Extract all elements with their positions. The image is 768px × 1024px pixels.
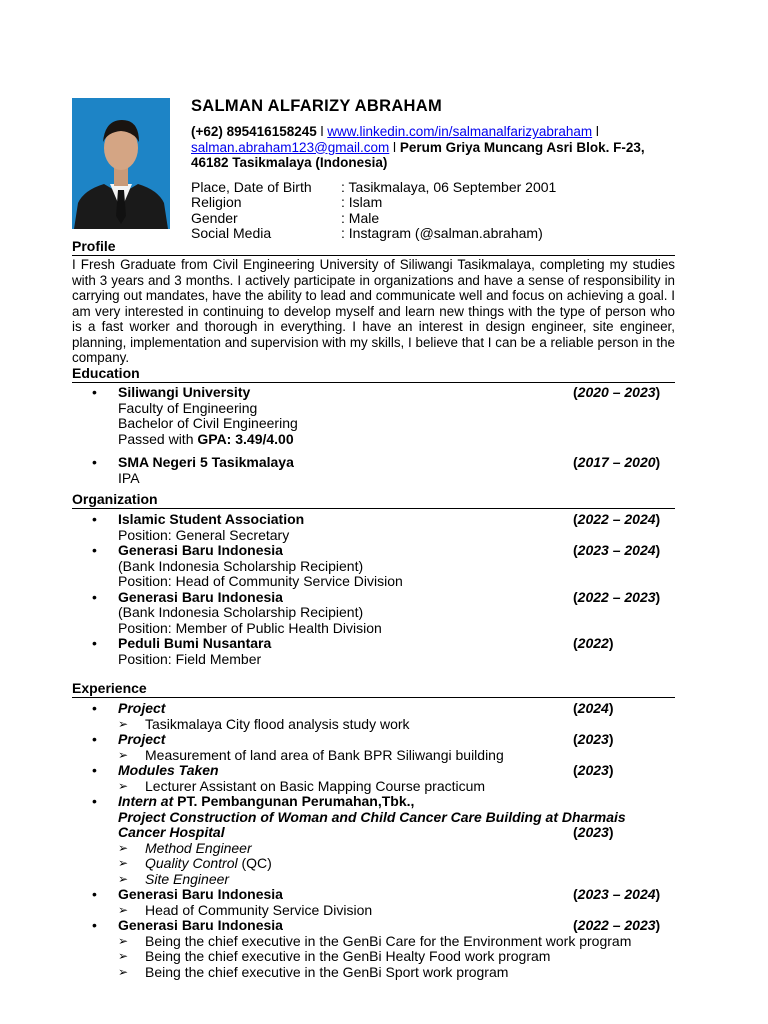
entry-line: Faculty of Engineering [118,399,258,416]
personal-row [191,180,671,196]
sub-item: ➢ Measurement of land area of Bank BPR Siliwangi building [118,746,504,763]
sub-item: ➢ Being the chief executive in the GenBi Healty Food work program [118,948,551,964]
bullet: • [92,588,97,605]
organization-entry [72,512,675,543]
arrow-icon: ➢ [118,716,129,731]
entry-line: (Bank Indonesia Scholarship Recipient) [118,604,364,620]
bullet: • [92,793,97,809]
separator: l [316,124,328,139]
entry-line: Position: Member of Public Health Division [118,619,382,636]
sub-item: ➢ Method Engineer [118,839,252,856]
personal-key: Gender [191,209,238,226]
education-entry [72,455,675,486]
entry-title: Generasi Baru Indonesia [118,588,283,605]
company-name: PT. Pembangunan Perumahan,Tbk., [177,793,415,809]
entry-title: Generasi Baru Indonesia [118,917,283,933]
arrow-icon: ➢ [118,840,129,855]
bullet: • [92,384,97,400]
personal-value: : Tasikmalaya, 06 September 2001 [341,178,557,195]
sub-item: ➢ Being the chief executive in the GenBi Sport work program [118,963,509,980]
experience-entry [72,918,675,980]
organization-entry [72,543,675,590]
entry-line: Bachelor of Civil Engineering [118,415,298,431]
entry-title: Generasi Baru Indonesia [118,886,283,902]
bullet: • [92,511,97,527]
bullet: • [92,542,97,558]
arrow-icon: ➢ [118,871,129,886]
bullet: • [92,762,97,778]
arrow-icon: ➢ [118,778,129,793]
arrow-icon: ➢ [118,949,129,963]
arrow-icon: ➢ [118,902,129,917]
entry-date: (2022) [573,635,614,651]
entry-date: (2020 – 2023) [573,384,661,400]
entry-date: (2024) [573,700,614,716]
entry-line: IPA [118,469,140,486]
personal-value: : Male [341,209,380,226]
personal-info [191,180,671,242]
education-section [72,366,675,486]
bullet: • [92,731,97,747]
sub-item: ➢ Site Engineer [118,870,230,887]
sub-item: ➢ Quality Control (QC) [118,855,272,871]
gpa: GPA: 3.49/4.00 [197,430,294,447]
entry-line: Position: General Secretary [118,526,290,543]
project-title-line2: Cancer Hospital (2023) [118,824,614,840]
experience-section [72,681,675,980]
experience-entry [72,732,675,763]
entry-line: Position: Head of Community Service Division [118,573,403,589]
phone: (+62) 895416158245 [191,124,317,139]
entry-date: (2023) [573,762,614,778]
address: Perum Griya Muncang Asri Blok. F-23, 46182 Tasikmalaya (Indonesia) [191,139,645,170]
entry-date: (2023 – 2024) [573,542,661,558]
profile-photo [72,98,170,229]
entry-line: Position: Field Member [118,650,262,667]
entry-title: Islamic Student Association [118,511,305,527]
experience-entry [72,763,675,794]
entry-title: SMA Negeri 5 Tasikmalaya [118,454,294,470]
organization-entry [72,636,675,667]
entry-date: (2023) [573,824,614,840]
organization-section [72,492,675,667]
profile-section [72,239,675,366]
arrow-icon: ➢ [118,856,129,870]
section-title: Profile [72,239,675,256]
header [191,96,671,242]
bullet: • [92,917,97,933]
entry-date: (2022 – 2024) [573,511,661,527]
personal-value: : Instagram (@salman.abraham) [341,225,543,241]
entry-title: Generasi Baru Indonesia [118,542,283,558]
bullet: • [92,635,97,651]
candidate-name: SALMAN ALFARIZY ABRAHAM [191,97,443,115]
personal-row [191,211,671,227]
arrow-icon: ➢ [118,964,129,979]
bullet: • [92,886,97,902]
section-title: Education [72,366,675,383]
contact-info [191,124,671,171]
education-entry [72,385,675,447]
sub-item: ➢ Being the chief executive in the GenBi Care for the Environment work program [118,932,632,949]
entry-date: (2017 – 2020) [573,454,661,470]
entry-date: (2023 – 2024) [573,886,661,902]
separator: l [389,139,400,155]
organization-entry [72,590,675,637]
bullet: • [92,454,97,470]
section-title: Organization [72,492,675,509]
personal-row [191,195,671,211]
sub-item: ➢ Lecturer Assistant on Basic Mapping Course practicum [118,777,486,794]
entry-date: (2022 – 2023) [573,588,661,605]
personal-key: Place, Date of Birth [191,178,312,195]
bullet: • [92,700,97,716]
entry-title: Project [118,700,166,716]
project-title: Project Construction of Woman and Child Cancer Care Building at Dharmais [118,808,626,825]
entry-title: Modules Taken [118,762,219,778]
entry-title: Intern at PT. Pembangunan Perumahan,Tbk., [118,793,415,809]
linkedin-link[interactable]: www.linkedin.com/in/salmanalfarizyabraham [327,124,593,139]
arrow-icon: ➢ [118,933,129,948]
entry-title: Project [118,731,166,747]
entry-date: (2023) [573,731,614,747]
experience-entry [72,794,675,887]
profile-text: I Fresh Graduate from Civil Engineering University of Siliwangi Tasikmalaya, completing my studies with 3 years and 3 months. I actively participate in organizations and have a sense of responsibility in carrying out mandates, have the ability to lead and communicate well and focus on achieving a goal. I am very interested in continuing to develop myself and learn new things with the type of person who is a fast worker and thorough in everything. I have an interest in design engineer, site engineer, planning, implementation and supervision with my skills, I believe that I can be a reliable person in the company. [72,257,675,365]
email-link[interactable]: salman.abraham123@gmail.com [191,139,390,155]
entry-line: Passed with GPA: 3.49/4.00 [118,430,294,447]
experience-entry [72,887,675,918]
entry-title: Peduli Bumi Nusantara [118,635,272,651]
sub-item: ➢ Head of Community Service Division [118,901,373,918]
entry-title: Siliwangi University [118,384,251,400]
personal-key: Religion [191,194,242,210]
sub-item: ➢ Tasikmalaya City flood analysis study work [118,715,410,732]
arrow-icon: ➢ [118,747,129,762]
entry-line: (Bank Indonesia Scholarship Recipient) [118,557,364,574]
personal-value: : Islam [341,194,383,210]
personal-key: Social Media [191,225,272,241]
experience-entry [72,701,675,732]
entry-date: (2022 – 2023) [573,917,661,933]
section-title: Experience [72,681,675,698]
separator: l [592,124,599,139]
